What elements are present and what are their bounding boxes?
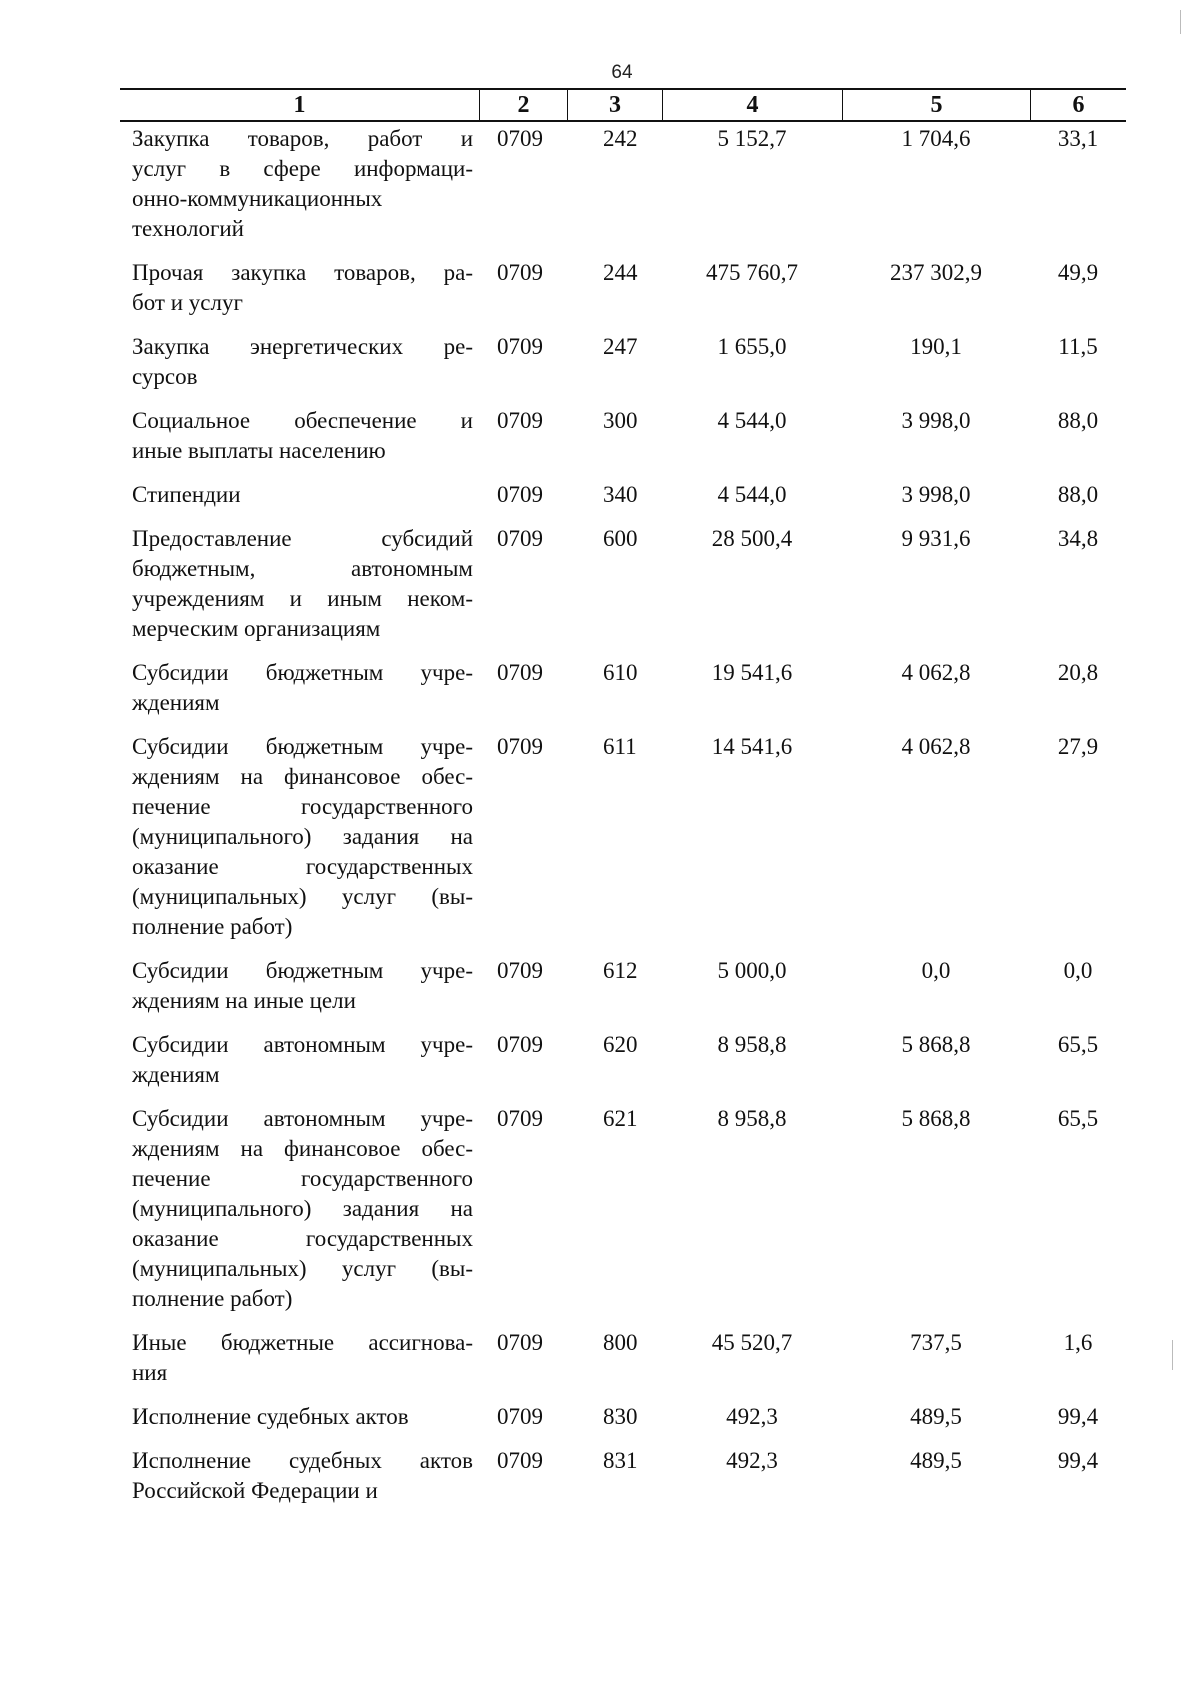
row-type: 247 bbox=[603, 334, 638, 359]
row-percent: 27,9 bbox=[1057, 734, 1099, 759]
row-name-line: Российской Федерации и bbox=[132, 1478, 378, 1503]
row-name-line: Прочая закупка товаров, ра- bbox=[132, 260, 473, 285]
row-name-line: онно-коммуникационных bbox=[132, 186, 383, 211]
row-plan: 8 958,8 bbox=[717, 1106, 787, 1131]
table-row bbox=[120, 124, 1126, 244]
row-name-line: Субсидии бюджетным учре- bbox=[132, 958, 473, 983]
row-code: 0709 bbox=[497, 1106, 543, 1131]
row-percent: 99,4 bbox=[1057, 1448, 1099, 1473]
table-row bbox=[120, 406, 1126, 466]
row-actual: 3 998,0 bbox=[901, 408, 971, 433]
row-name-line: печение государственного bbox=[132, 794, 473, 819]
header-col-3: 3 bbox=[567, 90, 662, 120]
row-name bbox=[120, 1104, 479, 1314]
row-type: 831 bbox=[603, 1448, 638, 1473]
row-percent: 1,6 bbox=[1063, 1330, 1093, 1355]
row-actual: 1 704,6 bbox=[901, 126, 971, 151]
row-name-line: Иные бюджетные ассигнова- bbox=[132, 1330, 473, 1355]
row-type: 600 bbox=[603, 526, 638, 551]
row-plan: 28 500,4 bbox=[711, 526, 793, 551]
table-header bbox=[120, 88, 1126, 122]
row-code: 0709 bbox=[497, 126, 543, 151]
row-plan: 4 544,0 bbox=[717, 408, 787, 433]
row-name bbox=[120, 658, 479, 718]
row-code: 0709 bbox=[497, 1330, 543, 1355]
row-name-line: (муниципального) задания на bbox=[132, 824, 473, 849]
row-actual: 237 302,9 bbox=[890, 260, 982, 285]
row-plan: 45 520,7 bbox=[711, 1330, 793, 1355]
row-percent: 99,4 bbox=[1057, 1404, 1099, 1429]
row-plan: 1 655,0 bbox=[717, 334, 787, 359]
row-name-line: Предоставление субсидий bbox=[132, 526, 473, 551]
row-name bbox=[120, 1402, 479, 1432]
row-code: 0709 bbox=[497, 734, 543, 759]
row-name-line: ния bbox=[132, 1360, 168, 1385]
table-row bbox=[120, 1402, 1126, 1432]
table-row bbox=[120, 1030, 1126, 1090]
row-name-line: Закупка товаров, работ и bbox=[132, 126, 473, 151]
table-row bbox=[120, 480, 1126, 510]
scan-artifact bbox=[1180, 10, 1181, 34]
row-percent: 0,0 bbox=[1063, 958, 1093, 983]
row-name-line: ждениям на финансовое обес- bbox=[132, 764, 473, 789]
header-col-6: 6 bbox=[1030, 90, 1126, 120]
row-type: 612 bbox=[603, 958, 638, 983]
row-name-line: Субсидии автономным учре- bbox=[132, 1032, 473, 1057]
table-row bbox=[120, 658, 1126, 718]
header-col-5: 5 bbox=[842, 90, 1030, 120]
row-plan: 8 958,8 bbox=[717, 1032, 787, 1057]
row-type: 340 bbox=[603, 482, 638, 507]
table-row bbox=[120, 732, 1126, 942]
row-name bbox=[120, 480, 479, 510]
row-percent: 88,0 bbox=[1057, 482, 1099, 507]
row-percent: 88,0 bbox=[1057, 408, 1099, 433]
scan-artifact bbox=[1172, 1340, 1173, 1370]
row-code: 0709 bbox=[497, 260, 543, 285]
row-actual: 0,0 bbox=[921, 958, 951, 983]
row-name-line: услуг в сфере информаци- bbox=[132, 156, 473, 181]
row-plan: 14 541,6 bbox=[711, 734, 793, 759]
row-type: 621 bbox=[603, 1106, 638, 1131]
row-name-line: Социальное обеспечение и bbox=[132, 408, 473, 433]
table-row bbox=[120, 332, 1126, 392]
row-name-line: полнение работ) bbox=[132, 914, 293, 939]
row-code: 0709 bbox=[497, 334, 543, 359]
table-row bbox=[120, 1104, 1126, 1314]
row-name-line: ждениям на иные цели bbox=[132, 988, 356, 1013]
row-type: 620 bbox=[603, 1032, 638, 1057]
row-code: 0709 bbox=[497, 1032, 543, 1057]
row-percent: 49,9 bbox=[1057, 260, 1099, 285]
row-percent: 34,8 bbox=[1057, 526, 1099, 551]
row-actual: 3 998,0 bbox=[901, 482, 971, 507]
row-plan: 5 000,0 bbox=[717, 958, 787, 983]
row-type: 830 bbox=[603, 1404, 638, 1429]
row-name-line: оказание государственных bbox=[132, 854, 473, 879]
table-row bbox=[120, 524, 1126, 644]
row-name-line: Субсидии бюджетным учре- bbox=[132, 660, 473, 685]
row-type: 611 bbox=[603, 734, 637, 759]
row-actual: 9 931,6 bbox=[901, 526, 971, 551]
page-number: 64 bbox=[611, 62, 633, 83]
row-name-line: Субсидии автономным учре- bbox=[132, 1106, 473, 1131]
row-actual: 190,1 bbox=[910, 334, 962, 359]
row-code: 0709 bbox=[497, 958, 543, 983]
row-plan: 5 152,7 bbox=[717, 126, 787, 151]
row-name-line: (муниципального) задания на bbox=[132, 1196, 473, 1221]
row-name-line: Исполнение судебных актов bbox=[132, 1448, 473, 1473]
row-name-line: Субсидии бюджетным учре- bbox=[132, 734, 473, 759]
header-col-4: 4 bbox=[662, 90, 842, 120]
row-actual: 489,5 bbox=[910, 1448, 962, 1473]
row-name-line: бот и услуг bbox=[132, 290, 243, 315]
row-name-line: сурсов bbox=[132, 364, 198, 389]
row-name bbox=[120, 1446, 479, 1506]
row-plan: 492,3 bbox=[726, 1448, 778, 1473]
row-name bbox=[120, 258, 479, 318]
row-type: 300 bbox=[603, 408, 638, 433]
row-type: 244 bbox=[603, 260, 638, 285]
row-plan: 475 760,7 bbox=[706, 260, 798, 285]
row-name bbox=[120, 124, 479, 244]
row-name-line: учреждениям и иным неком- bbox=[132, 586, 473, 611]
row-name-line: технологий bbox=[132, 216, 244, 241]
row-name-line: мерческим организациям bbox=[132, 616, 381, 641]
table-body bbox=[120, 124, 1126, 1506]
table-row bbox=[120, 1328, 1126, 1388]
row-code: 0709 bbox=[497, 482, 543, 507]
row-percent: 65,5 bbox=[1057, 1032, 1099, 1057]
row-actual: 737,5 bbox=[910, 1330, 962, 1355]
row-name-line: Закупка энергетических ре- bbox=[132, 334, 473, 359]
row-actual: 4 062,8 bbox=[901, 734, 971, 759]
row-name-line: ждениям bbox=[132, 690, 220, 715]
row-percent: 20,8 bbox=[1057, 660, 1099, 685]
header-col-2: 2 bbox=[479, 90, 567, 120]
row-actual: 5 868,8 bbox=[901, 1106, 971, 1131]
row-type: 242 bbox=[603, 126, 638, 151]
row-code: 0709 bbox=[497, 408, 543, 433]
row-name-line: оказание государственных bbox=[132, 1226, 473, 1251]
row-name-line: ждениям на финансовое обес- bbox=[132, 1136, 473, 1161]
row-plan: 19 541,6 bbox=[711, 660, 793, 685]
row-name-line: (муниципальных) услуг (вы- bbox=[132, 884, 473, 909]
row-plan: 492,3 bbox=[726, 1404, 778, 1429]
table-row bbox=[120, 258, 1126, 318]
row-plan: 4 544,0 bbox=[717, 482, 787, 507]
row-name bbox=[120, 732, 479, 942]
row-name bbox=[120, 524, 479, 644]
row-type: 610 bbox=[603, 660, 638, 685]
table-row bbox=[120, 1446, 1126, 1506]
row-code: 0709 bbox=[497, 1404, 543, 1429]
row-code: 0709 bbox=[497, 1448, 543, 1473]
row-name bbox=[120, 1328, 479, 1388]
row-percent: 33,1 bbox=[1057, 126, 1099, 151]
row-name-line: иные выплаты населению bbox=[132, 438, 386, 463]
row-name bbox=[120, 332, 479, 392]
row-percent: 65,5 bbox=[1057, 1106, 1099, 1131]
row-name-line: полнение работ) bbox=[132, 1286, 293, 1311]
row-code: 0709 bbox=[497, 526, 543, 551]
row-actual: 4 062,8 bbox=[901, 660, 971, 685]
row-code: 0709 bbox=[497, 660, 543, 685]
row-name-line: бюджетным, автономным bbox=[132, 556, 473, 581]
header-col-1: 1 bbox=[293, 91, 306, 118]
row-actual: 489,5 bbox=[910, 1404, 962, 1429]
row-percent: 11,5 bbox=[1058, 334, 1098, 359]
table-row bbox=[120, 956, 1126, 1016]
row-name bbox=[120, 406, 479, 466]
row-name-line: (муниципальных) услуг (вы- bbox=[132, 1256, 473, 1281]
row-name bbox=[120, 1030, 479, 1090]
budget-table bbox=[120, 88, 1126, 1520]
row-name-line: печение государственного bbox=[132, 1166, 473, 1191]
row-name-line: Исполнение судебных актов bbox=[132, 1404, 409, 1429]
row-name-line: Стипендии bbox=[132, 482, 241, 507]
row-name bbox=[120, 956, 479, 1016]
row-type: 800 bbox=[603, 1330, 638, 1355]
row-name-line: ждениям bbox=[132, 1062, 220, 1087]
row-actual: 5 868,8 bbox=[901, 1032, 971, 1057]
